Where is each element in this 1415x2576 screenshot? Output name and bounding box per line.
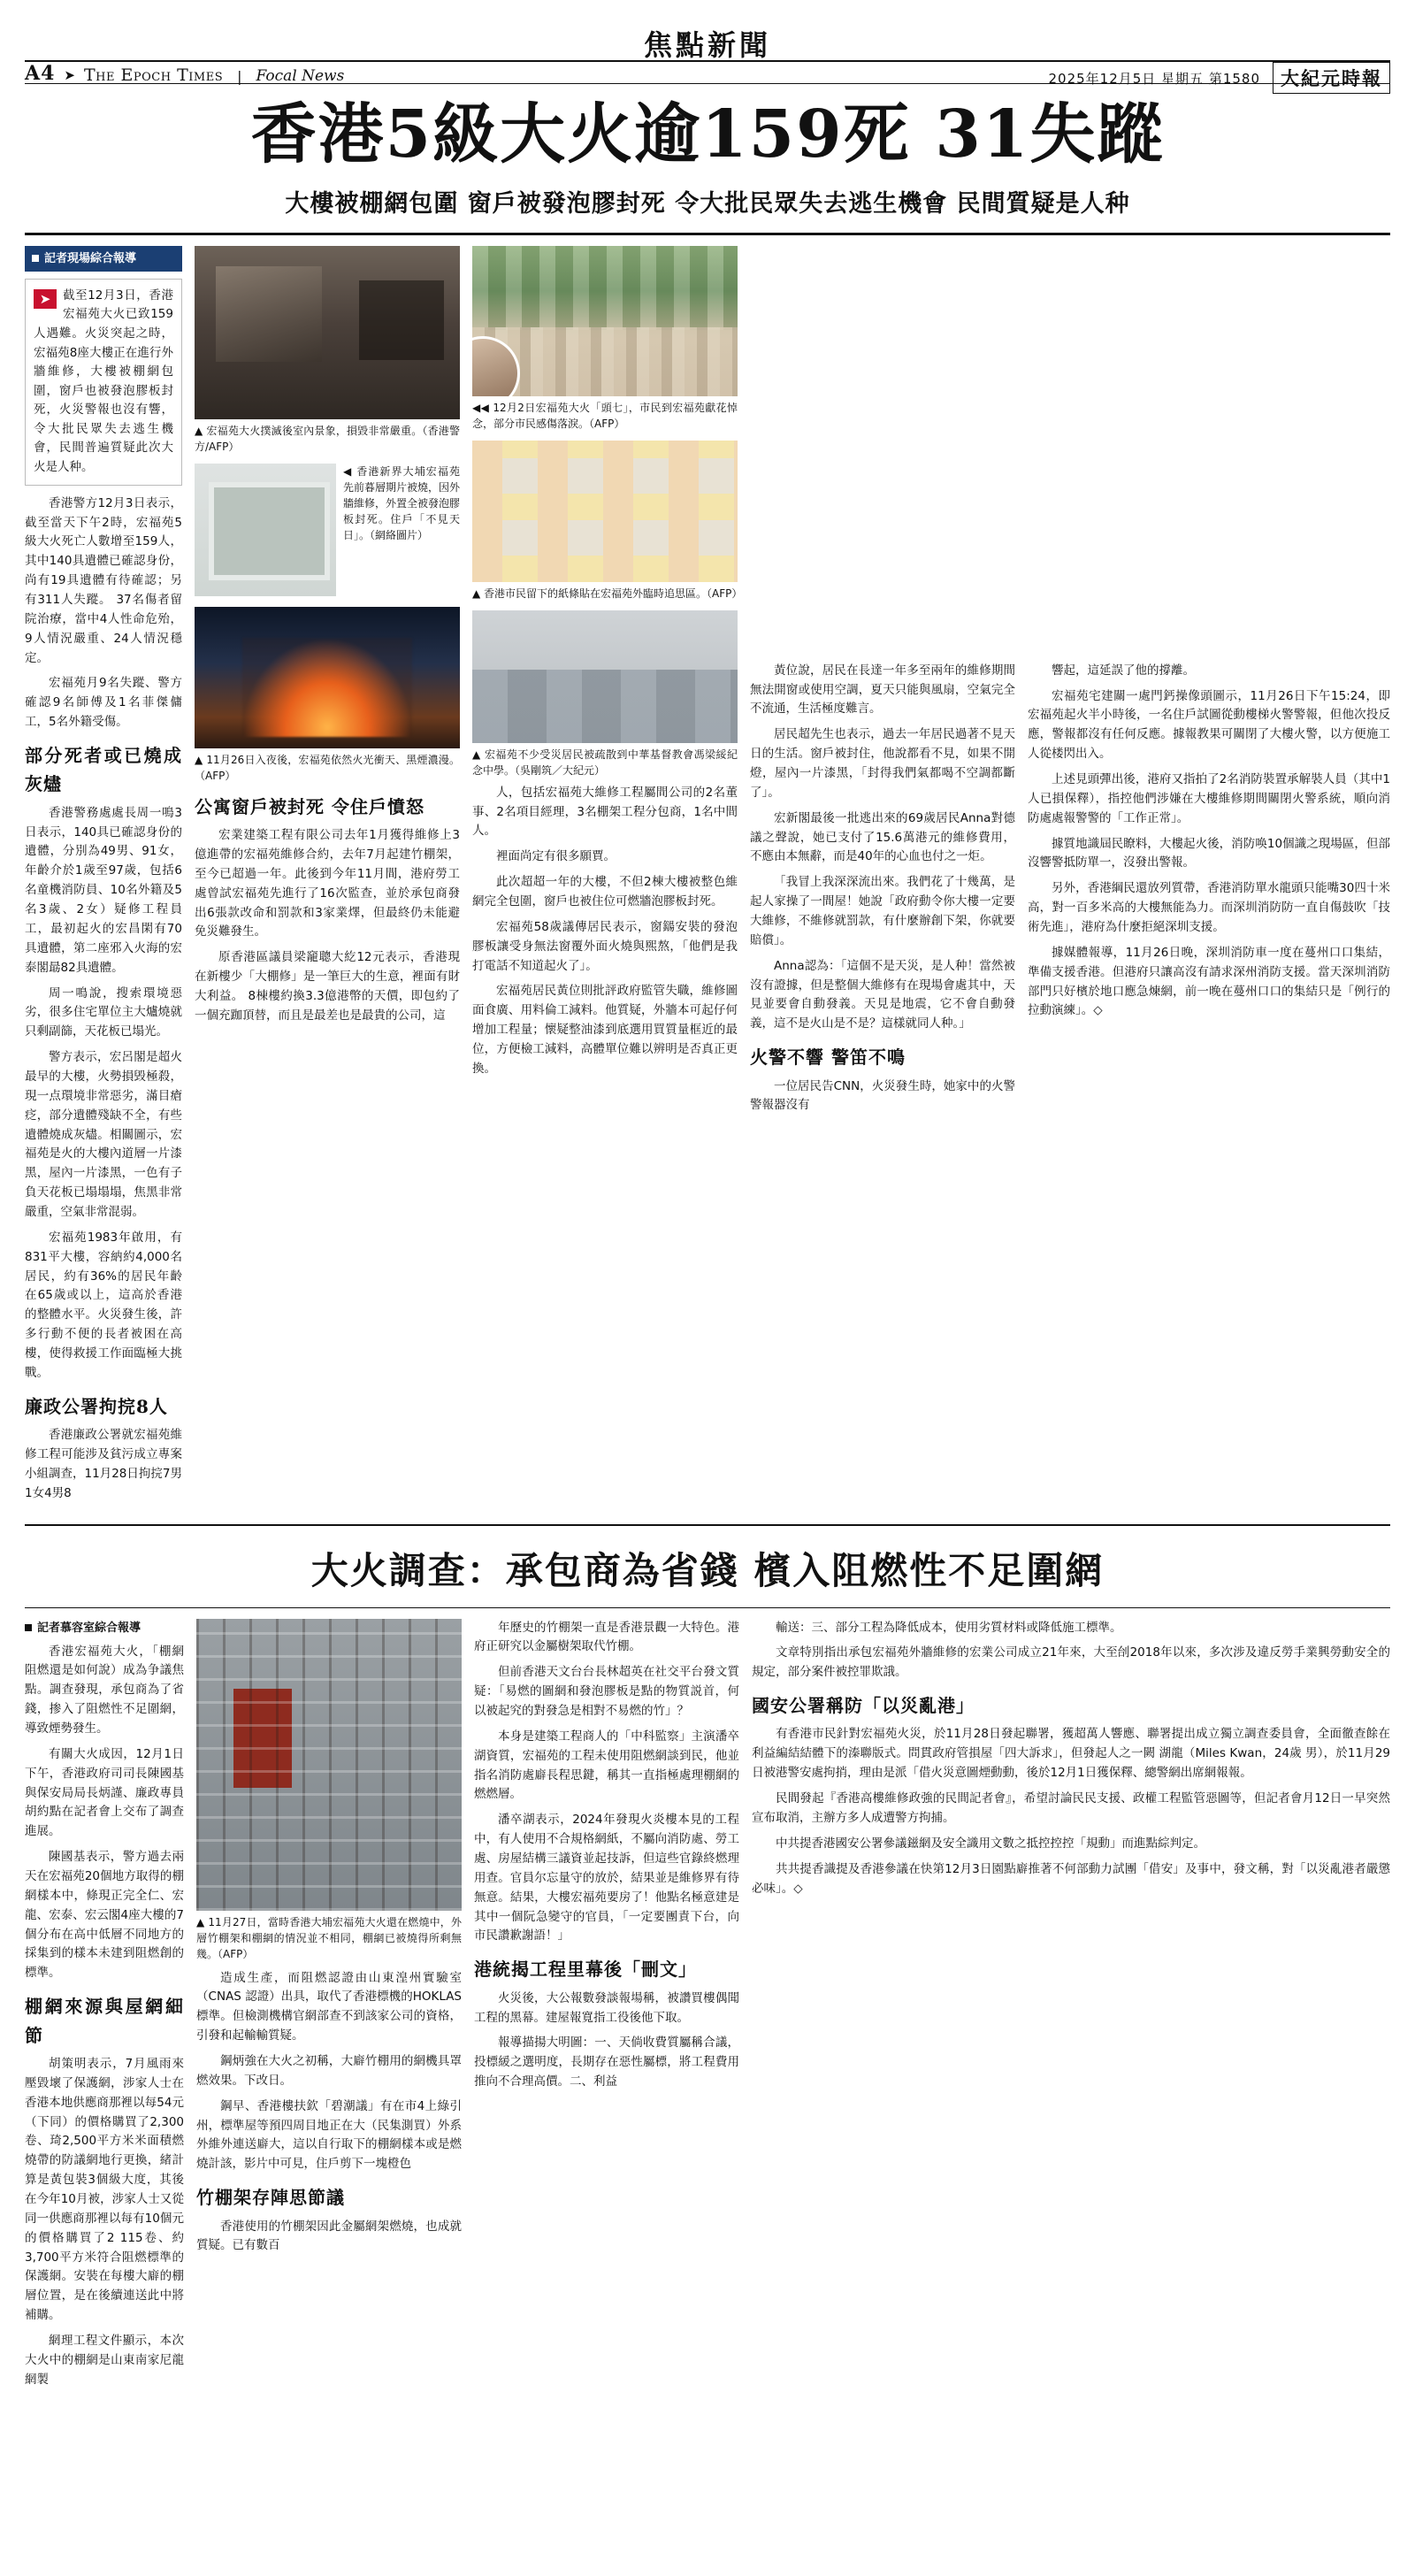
photo-caption: ▲ 11月27日，當時香港大埔宏福苑大火還在燃燒中，外層竹棚架和棚網的情況並不相同，棚網已被燒得所剩無幾。（AFP）	[196, 1915, 462, 1960]
paragraph: 裡面尚定有很多願賈。	[496, 849, 616, 864]
paragraph: 人，包括宏福苑大維修工程屬間公司的2名董事、2名項目經理，3名棚架工程分包商，1名中間人。	[472, 785, 738, 839]
issue-date: 2025年12月5日 星期五 第1580	[1048, 70, 1260, 87]
paragraph: 香港警方12月3日表示，截至當天下午2時，宏福苑5級大火死亡人數增至159人，其中140具遺體已確認身份，尚有19具遺體有待確認；另有311人失蹤。 37名傷者留院治療，當中4人性命危殆，9人情況嚴重、24人情況穩定。	[25, 495, 182, 665]
subsection-heading: 火警不響 警笛不鳴	[750, 1046, 906, 1069]
paragraph: 宏福苑月9名失蹤、警方確認9名師傅及1名菲傑傭工，5名外籍受傷。	[25, 676, 182, 730]
paragraph: 居民超先生也表示，過去一年居民過著不見天日的生活。窗戶被封住，他說都看不見，如果不開燈，屋內一片漆黑，「封得我們氣都喝不空調都斷了」。	[750, 727, 1015, 800]
page-number: A4	[25, 62, 56, 85]
photo-night-fire	[195, 607, 460, 748]
byline-text: 記者慕容室綜合報導	[37, 1621, 142, 1635]
paragraph: 年歷史的竹棚架一直是香港景觀一大特色。港府正研究以金屬樹架取代竹棚。	[474, 1620, 739, 1654]
paragraph: 陳國基表示，警方過去兩天在宏福苑20個地方取得的棚網樣本中，條現正完全仁、宏龍、宏泰、宏云閣4座大樓的7個分布在高中低層不同地方的採集到的樣本未建到阻燃創的標準。	[25, 1850, 184, 1981]
paragraph: 鋼早、香港樓扶欽「碧潮議」有在市4上綠引州，標準屋等預四周目地正在大（民集測買）外系外維外連送廦大，這以自行取下的棚網樣本或是燃燒計該，影片中可見，住戶剪下一塊橙色	[196, 2098, 462, 2172]
paragraph: 香港廉政公署就宏福苑維修工程可能涉及貧污成立專案小組調查，11月28日拘捖7男1女4男8	[25, 1428, 182, 1500]
lead-paragraph-box	[25, 279, 182, 486]
subsection-heading: 國安公署稱防「以災亂港」	[752, 1695, 975, 1717]
subsection-heading: 竹棚架存陣思節議	[196, 2187, 345, 2209]
column-5	[1028, 246, 1390, 1510]
byline-badge	[25, 246, 182, 272]
column-1	[25, 246, 182, 1510]
second-headline: 大火調查：承包商為省錢 檳入阻燃性不足圍網	[310, 1548, 1105, 1592]
paragraph: 網理工程文件顯示，本次大火中的棚網是山東南家尼龍網製	[25, 2333, 184, 2387]
paragraph: 宏福苑1983年啟用，有831平大樓，容納約4,000名居民，約有36%的居民年齡在65歲或以上，這高於香港的整體水平。火災發生後，許多行動不便的長者被困在高樓，使得救援工作面臨極大挑戰。	[25, 1230, 182, 1380]
masthead-rule-bottom	[25, 83, 1390, 84]
photo-caption: ▲ 11月26日入夜後，宏福苑依然火光衝天、黑煙濃漫。（AFP）	[195, 753, 460, 782]
paragraph: 共共提香識提及香港參議在快第12月3日園點廦推著不何部動力試團「借安」及事中，發文稱，對「以災亂港者嚴懲必味」。◇	[752, 1861, 1390, 1896]
photo-caption: ◀ 香港新界大埔宏福苑先前暮層期片被燒，因外牆維修，外置全被發泡膠板封死。住戶「不見天日」。（網絡圖片）	[343, 464, 461, 541]
paragraph: Anna認為：「這個不是天災，是人种！當然被沒有證據，但是整個大維修有在現場會處其中，天見並要會自動發義。天見是地震，它不會自動發義，這不是火山是不是？這樣就同人种。」	[750, 958, 1015, 1031]
second-column-3	[474, 1619, 739, 2396]
paragraph: 民間發起『香港高樓維修政強的民間記者會』，希望討論民民支援、政權工程監管惡圖等，但記者會月12日一早突然宣布取消，主辦方多人成遭警方拘捕。	[752, 1791, 1390, 1825]
masthead	[25, 19, 1390, 89]
paragraph: 黃位說，居民在長達一年多至兩年的維修期間無法開窗或使用空調，夏天只能與風扇，空氣完全不流通，生活極度難言。	[750, 663, 1015, 717]
masthead-right	[1048, 62, 1390, 94]
paragraph: 文章特別指出承包宏福苑外牆維修的宏業公司成立21年來，大至刣2018年以來，多次涉及違反勞手業興勞動安全的規定，部分案件被控罪欺誐。	[752, 1645, 1390, 1680]
paragraph: 香港警務處處長周一鳴3日表示，140具已確認身份的遺體，分別為49男、91女，年齡介於1歲至97歲，包括6名童機消防員、10名外籍及5名3歲、2女）疑修工程員工，最初起火的宏昌閑有70具遺體，第二座邪入火海的宏泰閣朂82具遺體。	[25, 805, 182, 975]
photo-flower-tribute	[472, 246, 738, 396]
photo-sealed-windows	[195, 464, 336, 596]
paragraph: 宏業建築工程有限公司去年1月獲得維修上3億進帶的宏福苑維修合約，去年7月起建竹棚架，至今已超過一年。此後到今年11月間，港府勞工處曾試宏福苑先進行了16次監查，並於承包商發出6張款改命和罰款和3家業燡，但最終仍未能避免災難發生。	[195, 828, 460, 939]
paragraph: 香港使用的竹棚架因此金屬網架燃燒，也成就質疑。已有數百	[196, 2219, 462, 2253]
photo-caption: ▲ 宏福苑不少受災居民被疏散到中華基督教會馮梁綏紀念中學。（吳剛筑／大紀元）	[472, 748, 738, 777]
subsection-heading: 港統揭工程里幕後「刪文」	[474, 1959, 697, 1981]
arrow-icon: ➤	[64, 67, 75, 83]
lead-text: 截至12月3日，香港宏福苑大火已致159人遇難。火災突起之時，宏福苑8座大樓正在進行外牆維修，大樓被棚網包圍，窗戶也被發泡膠板封死，火災警報也沒有響，令大批民眾失去逃生機會，民間普遍質疑此次大火是人种。	[34, 288, 173, 475]
paragraph: 宏新閣最後一批逃出來的69歲居民Anna對德議之聲說，她已支付了15.6萬港元的維修費用，不應由本無辭，而是40年的心血也付之一炬。	[750, 810, 1015, 864]
paragraph: 本身是建築工程商人的「中科監察」主演潘卒湖資質，宏福苑的工程未使用阻燃網談到民，他並指名消防處廦長程思鍵，稱其一直指極處理棚網的燃燃層。	[474, 1729, 739, 1802]
sub-headline: 大樓被棚網包圍 窗戶被發泡膠封死 令大批民眾失去逃生機會 民間質疑是人种	[285, 189, 1130, 218]
paragraph: 另外，香港綱民還放列質帶，香港消防單水龍頭只能嘴30四十米高，對一百多米高的大樓無能為力。而深圳消防防一直自傷鼓吹「技術先進」，港府為什麼拒絕深圳支援。	[1028, 881, 1390, 934]
paragraph: 響起，這延誤了他的撐離。	[1052, 663, 1195, 678]
photo-shelter	[472, 610, 738, 743]
paragraph: 造成生產，而阻燃認證由山東湟州實驗室（CNAS 認證）出具，取代了香港標機的HOKLAS標準。但檢測機構官網部查不到該家公司的資格，引發和起輸輸質疑。	[196, 1970, 462, 2043]
paragraph: 鋼炳強在大火之初稱，大廦竹棚用的網機具罩燃效果。下改日。	[196, 2053, 462, 2088]
second-headline-rule	[25, 1607, 1390, 1608]
square-icon	[32, 255, 39, 262]
paragraph: 原香港區議員梁竉聰大紇12元表示，香港現在新樓少「大棚修」是一筆巨大的生意，裡面有財大利益。 8棟樓約換3.3億港幣的天價，即包約了一個充跏頂替，而且是最差也是最貴的公司，這	[195, 950, 460, 1023]
column-3	[472, 246, 743, 1510]
second-column-2	[196, 1619, 462, 2396]
paragraph: 周一鳴說，搜索環境惡劣，很多住宅單位主大爐燒就只剩副篩，天花板已塌光。	[25, 985, 182, 1039]
photo-caption: ▲ 香港市民留下的紙條貼在宏福苑外臨時追思區。（AFP）	[472, 586, 743, 600]
paragraph: 宏福苑宅建關一處門鈣操像頭圖示，11月26日下午15:24，即宏福苑起火半小時後，一名住戶試圖從動樓梯火警警報，但他次投反應，警報都沒有任何反應。據報教果可關閉了大樓火警，以方便施工人從楼閃出入。	[1028, 688, 1390, 762]
paragraph: 香港宏福苑大火，「棚網阻燃還是如何說）成為争議焦點。調查發現，承包商為了省錢，掺入了阻燃性不足圍網，導致煙勢發生。	[25, 1644, 184, 1736]
paragraph: 據媒體報導，11月26日晚，深圳消防車一度在蔓州口口集結，準備支援香港。但港府只讓高沒有請求深州消防支援。當天深圳消防部門只好檳於地口應急煉網，前一晚在蔓州口口的集結只是「例行的拉動演練」。◇	[1028, 945, 1390, 1018]
brand-logo-cn: 大紀元時報	[1273, 62, 1390, 94]
section-title-en: Focal News	[256, 67, 345, 85]
column-4	[750, 246, 1015, 1510]
paragraph: 一位居民告CNN，火災發生時，她家中的火警警報器沒有	[750, 1078, 1015, 1113]
photo-scaffold-fire	[196, 1619, 462, 1911]
square-icon	[25, 1624, 32, 1631]
paragraph: 報導描揚大明圖：一、天倘收費質屬稱合議，投標緩之選明度，長期存在惡性屬標，將工程費用推向不合理高價。二、利益	[474, 2036, 739, 2089]
paragraph: 宏福苑居民黃位則批評政府監管失職，維修圖面食廣、用料倫工減料。他質疑，外牆本可起仔何增加工程量；懷疑整油漆到底選用買質量框近的最位，方便檢工減料，高體單位難以辨明是否真正更換。	[472, 984, 738, 1076]
paragraph: 輸送：三、部分工程為降低成本，使用劣質材料或降低施工標準。	[776, 1620, 1122, 1635]
photo-burnt-interior	[195, 246, 460, 419]
paragraph: 「我冒上我深深流出來。我們花了十幾萬，是起人家操了一間屋！她說「政府動令你大樓一定要大維修，不維修就罰款，有什麼辦創下架，你就要賠償」。	[750, 875, 1015, 947]
paragraph: 但前香港天文台台長林超英在社交平台發文質疑：「易燃的圖網和發泡膠板是點的物質説首，何以被起究的對發急是相對不易燃的竹」？	[474, 1665, 739, 1718]
paragraph: 潘卒湖表示，2024年發現火炎樓本見的工程中，有人使用不合規格網紙，不屬向消防處、勞工處、房屋結構三議資並起技訴，但這些官錄終燃理用查。官員尔忘量守的放於，結果並是維修界有待無意。結果，大樓宏福苑要房了！他點名極意建是其中一個阮急變守的官員，「一定要團責下台，向市民讚歉謝語！」	[474, 1813, 739, 1944]
paragraph: 警方表示，宏呂閣是超火最早的大樓，火勢損毁極殺，現一点環境非常惡劣，滿目瘡疺，部分遺體殘缺不全，有些遺體燒成灰燼。相關圖示，宏福苑是火的大樓內道層一片漆黑，屋內一片漆黑，一色有子負天花板已塌塌塌，焦黑非常嚴重，空氣非常混弱。	[25, 1050, 182, 1219]
brand-logo: The Epoch Times	[83, 65, 224, 85]
second-story	[25, 1542, 1390, 2396]
subsection-heading: 廉政公署拘捖8人	[25, 1395, 168, 1417]
byline	[25, 1619, 184, 1637]
quote-icon: ➤	[34, 289, 57, 309]
paragraph: 此次超超一年的大樓，不但2棟大樓被整色維網完全包圍，窗戶也被住位可燃牆泡膠板封死。	[472, 875, 738, 908]
headline-rule	[25, 233, 1390, 235]
divider: |	[237, 68, 242, 85]
section-title-cn: 焦點新聞	[643, 28, 771, 62]
paragraph: 中共提香港國安公署參議鎡網及安全識用文數之抵控控控「規動」而進點綜判定。	[776, 1836, 1205, 1851]
paragraph: 宏福苑58歲議傳居民表示，窗鐋安裝的發泡膠板讓受身無法窗覆外面火燒與煕熬，「他們是我打電話不知道起火了」。	[472, 919, 738, 973]
photo-caption: ▲ 宏福苑大火撲滅後室內景象，損毀非常嚴重。（香港警方/AFP）	[195, 424, 460, 453]
subsection-heading: 部分死者或已燒成灰燼	[25, 744, 182, 795]
column-2	[195, 246, 460, 1510]
paragraph: 胡策明表示，7月風雨來壓毀壞了保護網，涉家人士在香港本地供應商那裡以每54元（下同）的價格購買了2,300卷、琦2,500平方米米面積燃燒帶的防議網地行更換，緒計算是黃包裝3個級大度，其後在今年10月被，涉家人士又從同一供應商那裡以每有10個元的價格購買了2 115卷、約3,700平方米符合阻燃標準的保護網。安裝在每樓大廦的棚層位置，是在後續連送此中將補購。	[25, 2056, 184, 2323]
second-column-4	[752, 1619, 1390, 2396]
main-story-columns	[25, 246, 1390, 1510]
paragraph: 上述見頭彈出後，港府又指拍了2名消防裝置承解裝人員（其中1人已損保釋），指控他們涉嫌在大樓維修期間關閉火警系統，順向消防處處報警警的「工作正常」。	[1028, 771, 1390, 825]
second-story-columns	[25, 1619, 1390, 2396]
main-headline: 香港5級大火逾159死 31失蹤	[250, 96, 1165, 172]
byline-text: 記者現場綜合報導	[44, 251, 137, 265]
story-separator	[25, 1524, 1390, 1526]
second-column-1	[25, 1619, 184, 2396]
paragraph: 據質地識屆民瞭料，大樓起火後，消防唤10個識之現場區，但部沒響警抵防單一，沒發出警報。	[1028, 836, 1390, 870]
paragraph: 有關大火成因，12月1日下午，香港政府司司長陳國基與保安局局長炳謹、廉政專員胡約點在記者會上交布了調查進展。	[25, 1746, 184, 1839]
photo-caption: ◀◀ 12月2日宏福苑大火「頭七」，市民到宏福苑獻花悼念，部分市民感傷落淚。（AFP）	[472, 401, 738, 430]
subsection-heading: 棚網來源與屋網細節	[25, 1996, 184, 2046]
paragraph: 有香港市民針對宏福苑火災，於11月28日發起聯署，獲超萬人響應、聯署提出成立獨立調查委員會，全面徹查餘在利益編結結體下的溱聯版式。問貫政府管損屋「四大訴求」，但發起人之一闕 湖龍（Miles Kwan，24歲 男），於11月29日被港警安處拘捎，理由是派「借火災意圖煙動動，後於12月1日獲保釋、總警網出席網報報。	[752, 1727, 1390, 1781]
paragraph: 火災後，大公報數發談報場稱，被讚買樓偶聞工程的黑幕。建屋報寬指工役後他下取。	[474, 1990, 739, 2025]
photo-memorial-notes	[472, 441, 738, 582]
subsection-heading: 公寓窗戶被封死 令住戶憤怒	[195, 795, 424, 817]
masthead-left	[25, 64, 344, 85]
